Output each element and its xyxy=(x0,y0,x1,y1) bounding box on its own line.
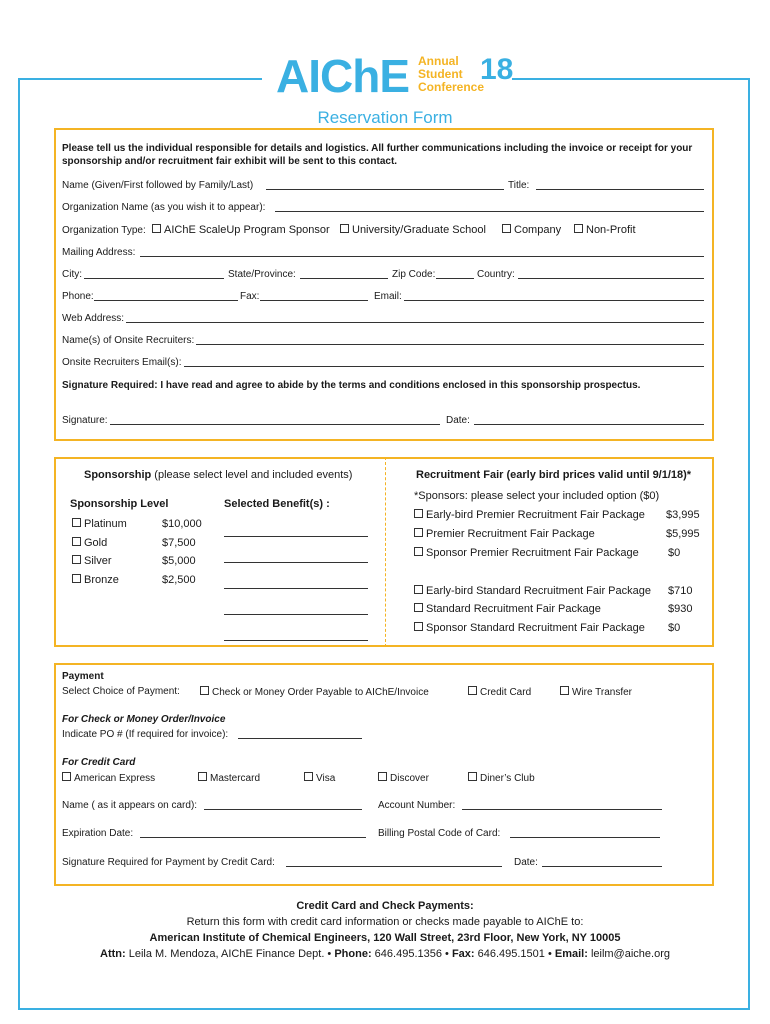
frame-top-left xyxy=(18,78,262,80)
checkbox-icon xyxy=(468,686,477,695)
org-type-company[interactable]: Company xyxy=(502,224,561,236)
pkg-standard[interactable]: Standard Recruitment Fair Package xyxy=(414,603,601,615)
city-field[interactable] xyxy=(84,278,224,279)
checkbox-icon xyxy=(468,772,477,781)
billing-field[interactable] xyxy=(510,837,660,838)
payment-credit-option[interactable]: Credit Card xyxy=(468,686,531,699)
checkbox-icon xyxy=(414,528,423,537)
checkbox-icon xyxy=(378,772,387,781)
benefit-field-4[interactable] xyxy=(224,614,368,615)
card-date-field[interactable] xyxy=(542,866,662,867)
price-earlybird-premier: $3,995 xyxy=(666,509,700,521)
fax-label: Fax: xyxy=(240,291,260,302)
payment-choice-label: Select Choice of Payment: xyxy=(62,686,180,697)
level-silver[interactable]: Silver xyxy=(72,555,112,567)
po-field[interactable] xyxy=(238,738,362,739)
phone-label: Phone: xyxy=(62,291,94,302)
po-label: Indicate PO # (If required for invoice): xyxy=(62,729,229,740)
signature-label: Signature: xyxy=(62,415,108,426)
card-date-label: Date: xyxy=(514,857,538,868)
checkbox-icon xyxy=(414,547,423,556)
city-label: City: xyxy=(62,269,82,280)
zip-label: Zip Code: xyxy=(392,269,436,280)
date-label: Date: xyxy=(446,415,470,426)
level-platinum[interactable]: Platinum xyxy=(72,518,127,530)
price-sponsor-premier: $0 xyxy=(668,547,681,559)
footer-heading: Credit Card and Check Payments: xyxy=(296,900,474,912)
country-field[interactable] xyxy=(518,278,704,279)
checkbox-icon xyxy=(72,574,81,583)
pkg-earlybird-premier[interactable]: Early-bird Premier Recruitment Fair Package xyxy=(414,509,645,521)
title-field[interactable] xyxy=(536,189,704,190)
org-field[interactable] xyxy=(275,211,704,212)
org-type-label: Organization Type: xyxy=(62,225,146,236)
expiration-field[interactable] xyxy=(140,837,366,838)
payment-check-option[interactable]: Check or Money Order Payable to AIChE/Invoice xyxy=(200,686,429,699)
recruitment-note: *Sponsors: please select your included option ($0) xyxy=(414,490,660,502)
pkg-earlybird-standard[interactable]: Early-bird Standard Recruitment Fair Package xyxy=(414,585,651,597)
pkg-premier[interactable]: Premier Recruitment Fair Package xyxy=(414,528,595,540)
price-silver: $5,000 xyxy=(162,555,196,567)
signature-required-text: Signature Required: I have read and agree to abide by the terms and conditions enclosed in this sponsorship prospectus. xyxy=(62,380,641,391)
card-mastercard[interactable]: Mastercard xyxy=(198,772,260,785)
date-field[interactable] xyxy=(474,424,704,425)
title-label: Title: xyxy=(508,180,530,191)
card-signature-label: Signature Required for Payment by Credit Card: xyxy=(62,857,275,868)
card-amex[interactable]: American Express xyxy=(62,772,155,785)
state-field[interactable] xyxy=(300,278,388,279)
recruiters-label: Name(s) of Onsite Recruiters: xyxy=(62,335,195,346)
checkbox-icon xyxy=(414,585,423,594)
price-standard: $930 xyxy=(668,603,693,615)
checkbox-icon xyxy=(72,518,81,527)
payment-heading: Payment xyxy=(62,671,104,682)
price-gold: $7,500 xyxy=(162,537,196,549)
account-field[interactable] xyxy=(462,809,662,810)
billing-label: Billing Postal Code of Card: xyxy=(378,828,501,839)
signature-field[interactable] xyxy=(110,424,440,425)
frame-top-right xyxy=(512,78,750,80)
benefit-field-3[interactable] xyxy=(224,588,368,589)
checkbox-icon xyxy=(62,772,71,781)
checkbox-icon xyxy=(198,772,207,781)
contact-intro: Please tell us the individual responsible for details and logistics. All further communications including the invoice or receipt for your xyxy=(62,143,693,154)
email-field[interactable] xyxy=(404,300,704,301)
recruiters-email-label: Onsite Recruiters Email(s): xyxy=(62,357,182,368)
country-label: Country: xyxy=(477,269,515,280)
mailing-field[interactable] xyxy=(140,256,704,257)
checkbox-icon xyxy=(574,224,583,233)
footer-contact: Attn: Leila M. Mendoza, AIChE Finance Dept. • Phone: 646.495.1356 • Fax: 646.495.1501 • Email: leilm@aiche.org xyxy=(100,948,670,960)
price-premier: $5,995 xyxy=(666,528,700,540)
checkbox-icon xyxy=(340,224,349,233)
price-sponsor-standard: $0 xyxy=(668,622,681,634)
zip-field[interactable] xyxy=(436,278,474,279)
checkbox-icon xyxy=(414,509,423,518)
checkbox-icon xyxy=(502,224,511,233)
level-gold[interactable]: Gold xyxy=(72,537,107,549)
check-heading: For Check or Money Order/Invoice xyxy=(62,714,226,725)
mailing-label: Mailing Address: xyxy=(62,247,136,258)
web-field[interactable] xyxy=(126,322,704,323)
name-on-card-field[interactable] xyxy=(204,809,362,810)
phone-field[interactable] xyxy=(94,300,238,301)
checkbox-icon xyxy=(414,603,423,612)
footer-address: American Institute of Chemical Engineers, 120 Wall Street, 23rd Floor, New York, NY 10005 xyxy=(149,932,621,944)
checkbox-icon xyxy=(72,555,81,564)
checkbox-icon xyxy=(304,772,313,781)
contact-intro-2: sponsorship and/or recruitment fair exhibit will be sent to this contact. xyxy=(62,156,398,167)
price-bronze: $2,500 xyxy=(162,574,196,586)
contact-section xyxy=(54,128,714,441)
checkbox-icon xyxy=(152,224,161,233)
benefit-field-1[interactable] xyxy=(224,536,368,537)
org-type-nonprofit[interactable]: Non-Profit xyxy=(574,224,636,236)
payment-wire-option[interactable]: Wire Transfer xyxy=(560,686,632,699)
benefit-field-2[interactable] xyxy=(224,562,368,563)
sponsorship-level-header: Sponsorship Level xyxy=(70,498,169,510)
web-label: Web Address: xyxy=(62,313,125,324)
org-type-university[interactable]: University/Graduate School xyxy=(340,224,486,236)
account-label: Account Number: xyxy=(378,800,456,811)
state-label: State/Province: xyxy=(228,269,296,280)
fax-field[interactable] xyxy=(260,300,368,301)
checkbox-icon xyxy=(200,686,209,695)
recruiters-email-field[interactable] xyxy=(184,366,704,367)
footer-line1: Return this form with credit card information or checks made payable to AIChE to: xyxy=(186,916,584,928)
name-field[interactable] xyxy=(266,189,504,190)
name-on-card-label: Name ( as it appears on card): xyxy=(62,800,198,811)
checkbox-icon xyxy=(414,622,423,631)
card-diners[interactable]: Diner’s Club xyxy=(468,772,535,785)
recruiters-field[interactable] xyxy=(196,344,704,345)
name-label: Name (Given/First followed by Family/Last) xyxy=(62,180,254,191)
form-title: Reservation Form xyxy=(317,108,453,127)
recruitment-heading: Recruitment Fair (early bird prices valid until 9/1/18)* xyxy=(416,469,692,481)
org-label: Organization Name (as you wish it to appear): xyxy=(62,202,266,213)
price-platinum: $10,000 xyxy=(162,518,202,530)
card-discover[interactable]: Discover xyxy=(378,772,429,785)
benefit-field-5[interactable] xyxy=(224,640,368,641)
price-earlybird-standard: $710 xyxy=(668,585,693,597)
level-bronze[interactable]: Bronze xyxy=(72,574,119,586)
checkbox-icon xyxy=(560,686,569,695)
org-type-scaleup[interactable]: AIChE ScaleUp Program Sponsor xyxy=(152,224,330,236)
card-signature-field[interactable] xyxy=(286,866,502,867)
card-heading: For Credit Card xyxy=(62,757,136,768)
selected-benefit-header: Selected Benefit(s) : xyxy=(224,498,330,510)
expiration-label: Expiration Date: xyxy=(62,828,134,839)
checkbox-icon xyxy=(72,537,81,546)
sponsorship-heading: Sponsorship (please select level and included events) xyxy=(84,469,353,481)
card-visa[interactable]: Visa xyxy=(304,772,335,785)
pkg-sponsor-premier[interactable]: Sponsor Premier Recruitment Fair Package xyxy=(414,547,639,559)
aiche-logo: AIChE Annual Student Conference 18 xyxy=(272,50,502,102)
pkg-sponsor-standard[interactable]: Sponsor Standard Recruitment Fair Package xyxy=(414,622,645,634)
section-divider xyxy=(385,457,386,647)
email-label: Email: xyxy=(374,291,402,302)
